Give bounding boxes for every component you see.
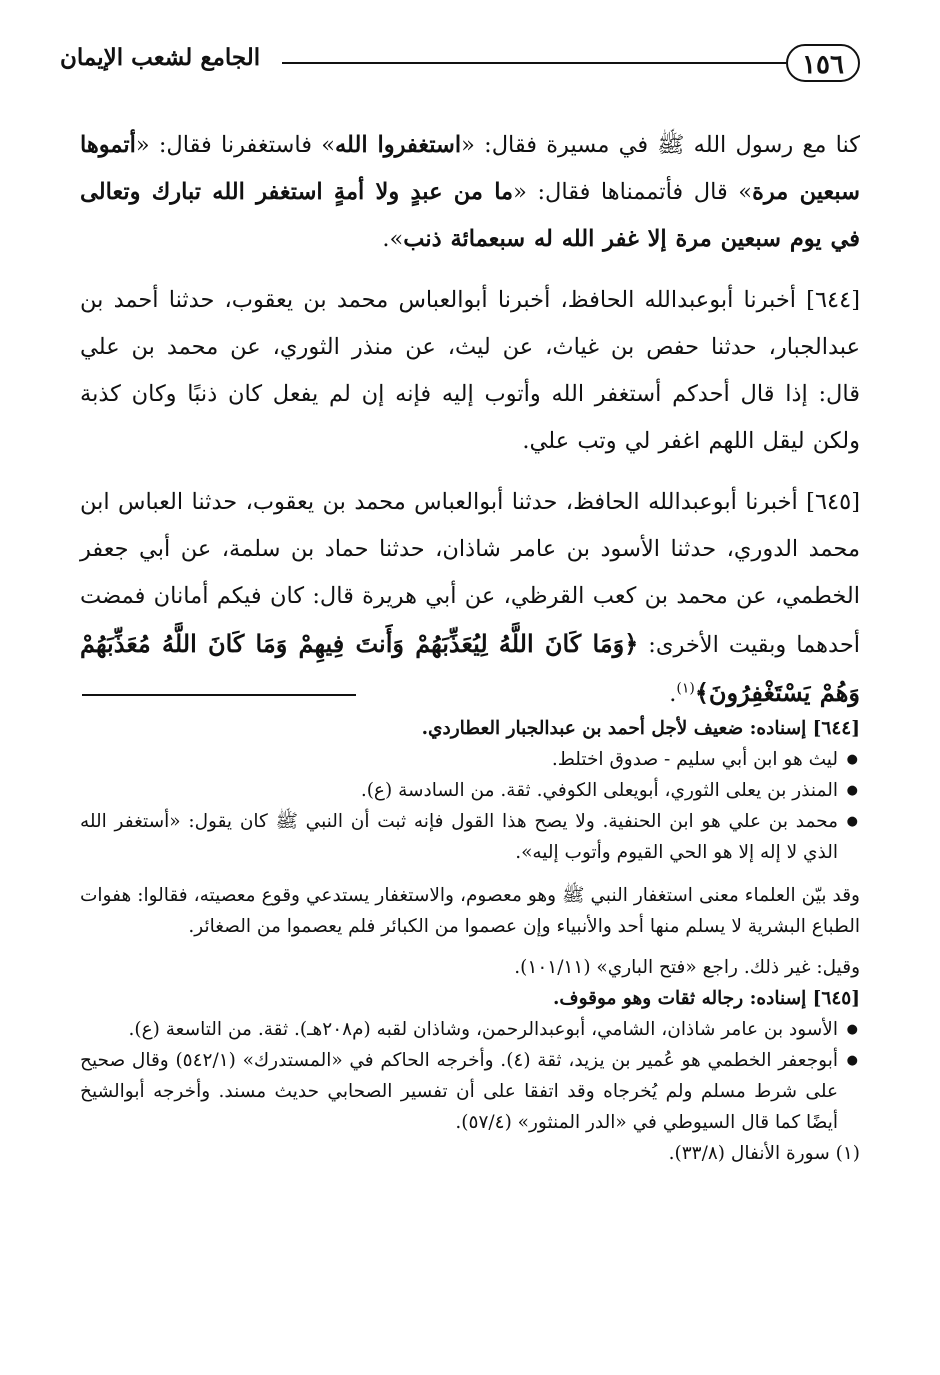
- text-run: » فاستغفرنا فقال: «: [135, 132, 335, 158]
- text-run: .: [669, 681, 677, 707]
- quran-verse: ﴿وَمَا كَانَ اللَّهُ لِيُعَذِّبَهُمْ وَأَنتَ فِيهِمْ وَمَا كَانَ اللَّهُ مُعَذِّبَهُمْ وَهُمْ يَسْتَغْفِرُونَ﴾: [80, 629, 860, 707]
- running-title: الجامع لشعب الإيمان: [60, 44, 261, 71]
- main-text: [80, 122, 860, 724]
- list-item: ● الأسود بن عامر شاذان، الشامي، أبوعبدالرحمن، وشاذان لقبه (م٢٠٨هـ). ثقة. من التاسعة (ع).: [80, 1014, 860, 1045]
- list-item: ● ليث هو ابن أبي سليم - صدوق اختلط.: [80, 744, 860, 775]
- page-header: [60, 40, 860, 92]
- hadith-paragraph-644: [٦٤٤] أخبرنا أبوعبدالله الحافظ، أخبرنا أبوالعباس محمد بن يعقوب، حدثنا أحمد بن عبدالجبار، حدثنا حفص بن غياث، عن ليث، عن منذر الثوري، عن محمد بن علي قال: إذا قال أحدكم أستغفر الله وأتوب إليه فإنه إن لم يفعل كان ذنبًا وكان كذبة ولكن ليقل اللهم اغفر لي وتب علي.: [80, 287, 860, 454]
- page-number: ١٥٦: [786, 44, 860, 82]
- bold-run: استغفروا الله: [334, 132, 462, 158]
- footnotes: [80, 713, 860, 1169]
- text-run: ».: [382, 226, 404, 252]
- footnote-marker: (١): [676, 680, 695, 697]
- bold-run: ما من عبدٍ ولا أمةٍ استغفر الله تبارك وتعالى في يوم سبعين مرة إلا غفر الله له سبعمائة ذنب: [80, 179, 860, 252]
- text-run: كنا مع رسول الله ﷺ في مسيرة فقال: «: [461, 132, 860, 158]
- note-644-list: [80, 744, 860, 868]
- hadith-paragraph-645: [80, 479, 860, 718]
- hadith-paragraph-1: [80, 122, 860, 263]
- note-645-list: [80, 1014, 860, 1138]
- list-item: ● محمد بن علي هو ابن الحنفية. ولا يصح هذا القول فإنه ثبت أن النبي ﷺ كان يقول: «أستغفر الله الذي لا إله إلا هو الحي القيوم وأتوب إليه».: [80, 806, 860, 868]
- header-rule: [282, 62, 786, 64]
- list-item: ● أبوجعفر الخطمي هو عُمير بن يزيد، ثقة (٤). وأخرجه الحاكم في «المستدرك» (٥٤٢/١) وقال صحيح على شرط مسلم ولم يُخرجاه وقد اتفقا على أن تفسير الصحابي حديث مسند. وأخرجه أبوالشيخ أيضًا كما قال السيوطي في «الدر المنثور» (٥٧/٤).: [80, 1045, 860, 1138]
- bold-run: أتموها سبعين مرة: [80, 132, 860, 205]
- footnote-1: (١) سورة الأنفال (٣٣/٨).: [668, 1143, 860, 1164]
- note-644-heading: [٦٤٤] إسناده: ضعيف لأجل أحمد بن عبدالجبار العطاردي.: [421, 718, 860, 739]
- list-item: ● المنذر بن يعلى الثوري، أبويعلى الكوفي. ثقة. من السادسة (ع).: [80, 775, 860, 806]
- text-run: [٦٤٥] أخبرنا أبوعبدالله الحافظ، حدثنا أبوالعباس محمد بن يعقوب، حدثنا العباس ابن محمد الدوري، حدثنا الأسود بن عامر شاذان، حدثنا حماد بن سلمة، عن أبي جعفر الخطمي، عن محمد بن كعب القرظي، عن أبي هريرة قال: كان فيكم أمانان فمضت أحدهما وبقيت الأخرى:: [80, 489, 860, 658]
- note-645-heading: [٦٤٥] إسناده: رجاله ثقات وهو موقوف.: [552, 988, 860, 1009]
- text-run: » قال فأتممناها فقال: «: [513, 179, 753, 205]
- footnote-separator: [82, 694, 356, 696]
- note-644-explanation: وقد بيّن العلماء معنى استغفار النبي ﷺ وهو معصوم، والاستغفار يستدعي وقوع معصيته، فقالوا: هفوات الطباع البشرية لا يسلم منها أحد والأنبياء وإن عصموا من الكبائر فلم يعصموا من الصغائر.: [80, 885, 860, 937]
- note-644-reference: وقيل: غير ذلك. راجع «فتح الباري» (١٠١/١١).: [514, 957, 860, 978]
